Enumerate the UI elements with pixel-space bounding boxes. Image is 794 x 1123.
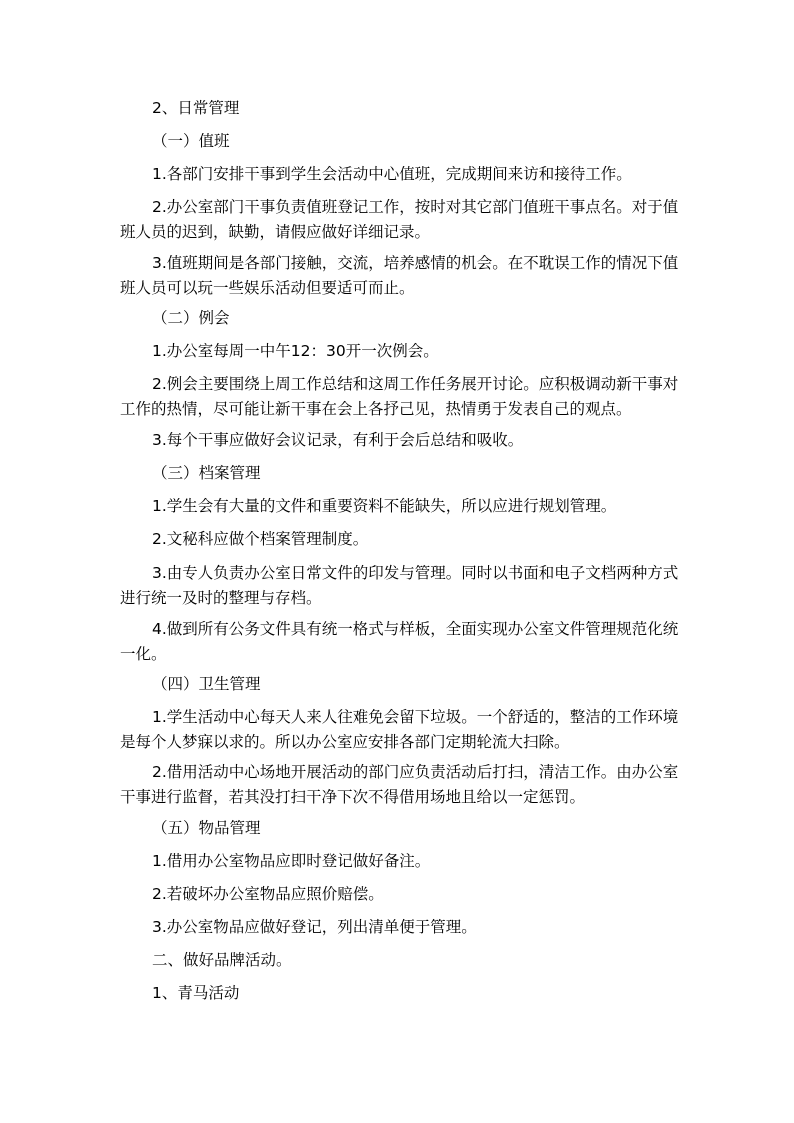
paragraph: 2.办公室部门干事负责值班登记工作，按时对其它部门值班干事点名。对于值班人员的迟到，缺勤，请假应做好详细记录。 (120, 198, 679, 241)
paragraph: 3.办公室物品应做好登记，列出清单便于管理。 (152, 918, 477, 936)
subheading-archive-management: （三）档案管理 (152, 464, 261, 482)
subheading-hygiene-management: （四）卫生管理 (152, 675, 261, 693)
paragraph: 2.文秘科应做个档案管理制度。 (152, 530, 369, 548)
paragraph: 2.若破坏办公室物品应照价赔偿。 (152, 885, 384, 903)
paragraph: 2.借用活动中心场地开展活动的部门应负责活动后打扫，清洁工作。由办公室干事进行监督，若其没打扫干净下次不得借用场地且给以一定惩罚。 (120, 763, 679, 806)
section-heading-daily-management: 2、日常管理 (152, 99, 240, 117)
subheading-qingma-activity: 1、青马活动 (152, 984, 240, 1002)
subheading-duty: （一）值班 (152, 132, 230, 150)
paragraph: 1.各部门安排干事到学生会活动中心值班，完成期间来访和接待工作。 (152, 165, 632, 183)
paragraph: 1.办公室每周一中午12：30开一次例会。 (152, 342, 439, 360)
section-heading-brand-activities: 二、做好品牌活动。 (152, 951, 292, 969)
subheading-meeting: （二）例会 (152, 309, 230, 327)
paragraph: 1.借用办公室物品应即时登记做好备注。 (152, 852, 431, 870)
paragraph: 4.做到所有公务文件具有统一格式与样板，全面实现办公室文件管理规范化统一化。 (120, 620, 679, 663)
paragraph: 3.值班期间是各部门接触，交流，培养感情的机会。在不耽误工作的情况下值班人员可以玩一些娱乐活动但要适可而止。 (120, 254, 679, 297)
paragraph: 3.由专人负责办公室日常文件的印发与管理。同时以书面和电子文档两种方式进行统一及时的整理与存档。 (120, 564, 679, 607)
paragraph: 1.学生会有大量的文件和重要资料不能缺失，所以应进行规划管理。 (152, 497, 617, 515)
paragraph: 3.每个干事应做好会议记录，有利于会后总结和吸收。 (152, 431, 524, 449)
paragraph: 1.学生活动中心每天人来人往难免会留下垃圾。一个舒适的，整洁的工作环境是每个人梦寐以求的。所以办公室应安排各部门定期轮流大扫除。 (120, 708, 679, 751)
paragraph: 2.例会主要围绕上周工作总结和这周工作任务展开讨论。应积极调动新干事对工作的热情，尽可能让新干事在会上各抒己见，热情勇于发表自己的观点。 (120, 375, 679, 418)
subheading-item-management: （五）物品管理 (152, 819, 261, 837)
